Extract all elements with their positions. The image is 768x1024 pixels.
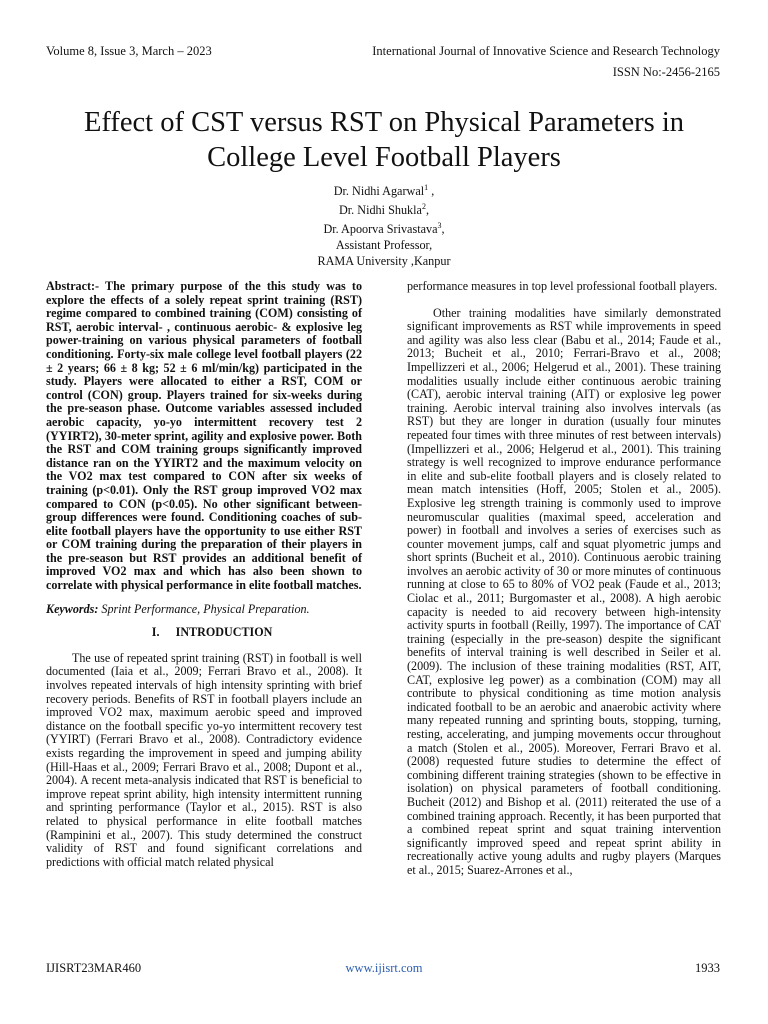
keywords-text: Sprint Performance, Physical Preparation.: [98, 601, 310, 616]
left-column: [46, 280, 362, 869]
title-line-1: Effect of CST versus RST on Physical Parameters in: [83, 107, 685, 139]
section-title: INTRODUCTION: [175, 625, 273, 640]
right-column: [407, 280, 721, 878]
intro-paragraph: The use of repeated sprint training (RST) in football is well documented (Iaia et al., 2009; Ferrari Bravo et al., 2008). It involves repeated intervals of high intensity sprinting with brief recovery periods. Benefits of RST in football players include an improved VO2 max, maximum aerobic speed and improved distance on the football specific yo-yo intermittent recovery test (YYIRT) (Ferrari Bravo et al., 2008). Contradictory evidence exists regarding the improvement in speed and jumping ability (Hill-Haas et al., 2009; Ferrari Bravo et al., 2008; Dupont et al., 2004). A recent meta-analysis indicated that RST is beneficial to improve repeat sprint ability, high intensity intermittent running and sprinting performance (Taylor et al., 2015). RST is also related to physical performance in elite football matches (Rampinini et al., 2007). This study determined the construct validity of RST and found significant correlations and predictions with official match related physical: [46, 650, 362, 869]
issn-header: ISSN No:-2456-2165: [612, 65, 720, 79]
right-paragraph-2: Other training modalities have similarly demonstrated significant improvements as RST while improvements in speed and agility was also less clear (Babu et al., 2014; Faude et al., 2013; Bucheit et al., 2010; Ferrari-Bravo et al., 2008; Impellizzeri et al., 2006; Helgerud et al., 2001). These training modalities usually include either continuous aerobic training (CAT), aerobic interval training (AIT) or explosive leg power training. Aerobic interval training also involves intervals (as RST) but they are longer in duration (usually four minutes repeated four times with three minutes of rest between intervals) (Impellizzeri et al., 2006; Helgerud et al., 2001). This training strategy is well recognized to improve endurance performance in elite and sub-elite football players and is closely related to mean match intensities (Hoff, 2005; Stolen et al., 2005). Explosive leg strength training is commonly used to improve neuromuscular qualities (maximal speed, acceleration and power) in football and involves a series of exercises such as counter movement jumps, calf and squat plyometric jumps and short sprints (Bucheit et al., 2010). Continuous aerobic training involves an aerobic activity of 30 or more minutes of continuous running at close to 65 to 80% of VO2 peak (Faude et al., 2013; Ciolac et al., 2011; Burgomaster et al., 2008). A high aerobic capacity is needed to aid recovery between high-intensity activity spurts in football (Reilly, 1997). The importance of CAT training (especially in the pre-season) despite the significant benefits of interval training is well described in Seiler et al. (2009). The inclusion of these training modalities (RST, AIT, CAT, explosive leg power) as a combination (COM) may all contribute to physical conditioning as time motion analysis indicated football to be an aerobic and anaerobic activity where many repeated running and sprinting bouts, stopping, turning, resting, accelerating, and jumping movements occur throughout a match (Stolen et al., 2005). Moreover, Ferrari Bravo et al. (2008) requested future studies to determine the effect of combining different training strategies (shown to be effective in isolation) on physical parameters of football conditioning. Bucheit (2012) and Bishop et al. (2011) reiterated the use of a combined training approach. Recently, it has been purported that a combined repeat sprint and squat training intervention significantly improved speed and repeat sprint ability in recreationally active young adults and rugby players (Marques et al., 2015; Suarez-Arrones et al.,: [407, 305, 721, 877]
section-number: I.: [151, 625, 160, 640]
right-paragraph-1: performance measures in top level professional football players.: [407, 279, 718, 293]
keywords: [46, 603, 362, 617]
paper-title: [40, 105, 728, 175]
author-3: Dr. Apoorva Srivastava$^3$,: [323, 221, 445, 237]
title-line-2: College Level Football Players: [207, 142, 561, 174]
author-block: [0, 180, 768, 269]
affiliation-title: Assistant Professor,: [335, 238, 433, 253]
journal-name-header: International Journal of Innovative Science and Research Technology: [372, 44, 720, 58]
keywords-label: Keywords:: [46, 601, 99, 616]
volume-issue-header: Volume 8, Issue 3, March – 2023: [46, 44, 212, 58]
author-1: Dr. Nidhi Agarwal$^1$ ,: [333, 183, 435, 199]
footer-paper-code: IJISRT23MAR460: [46, 961, 142, 975]
author-2: Dr. Nidhi Shukla$^2$,: [339, 202, 429, 218]
footer-website-link[interactable]: www.ijisrt.com: [345, 961, 423, 975]
abstract: Abstract:- The primary purpose of the this study was to explore the effects of a solely repeat sprint training (RST) regime compared to combined training (COM) consisting of RST, aerobic interval- , continuous aerobic- & explosive leg power-training on various physical parameters of football conditioning. Forty-six male college level football players (22 ± 2 years; 66 ± 8 kg; 52 ± 6 ml/min/kg) participated in the study. Players were allocated to either a RST, COM or control (CON) group. Players trained for six-weeks during the pre-season phase. Outcome variables assessed included aerobic capacity, yo-yo intermittent recovery test 2 (YYIRT2), 30-meter sprint, agility and explosive power. Both the RST and COM training groups significantly improved distance ran on the YYIRT2 and the maximum velocity on the VO2 max test compared to CON after six weeks of training (p<0.01). Only the RST group improved VO2 max compared to CON (p<0.05). No other significant between-group differences were found. Conditioning coaches of sub-elite football players have the opportunity to use either RST or COM training during the preparation of their players in the pre-season but RST provides an additional benefit of improved VO2 max and which has also been shown to correlate with physical performance in elite football matches.: [46, 279, 362, 593]
footer-page-number: 1933: [695, 961, 720, 975]
affiliation-university: RAMA University ,Kanpur: [317, 254, 451, 269]
section-heading-introduction: [46, 626, 362, 640]
